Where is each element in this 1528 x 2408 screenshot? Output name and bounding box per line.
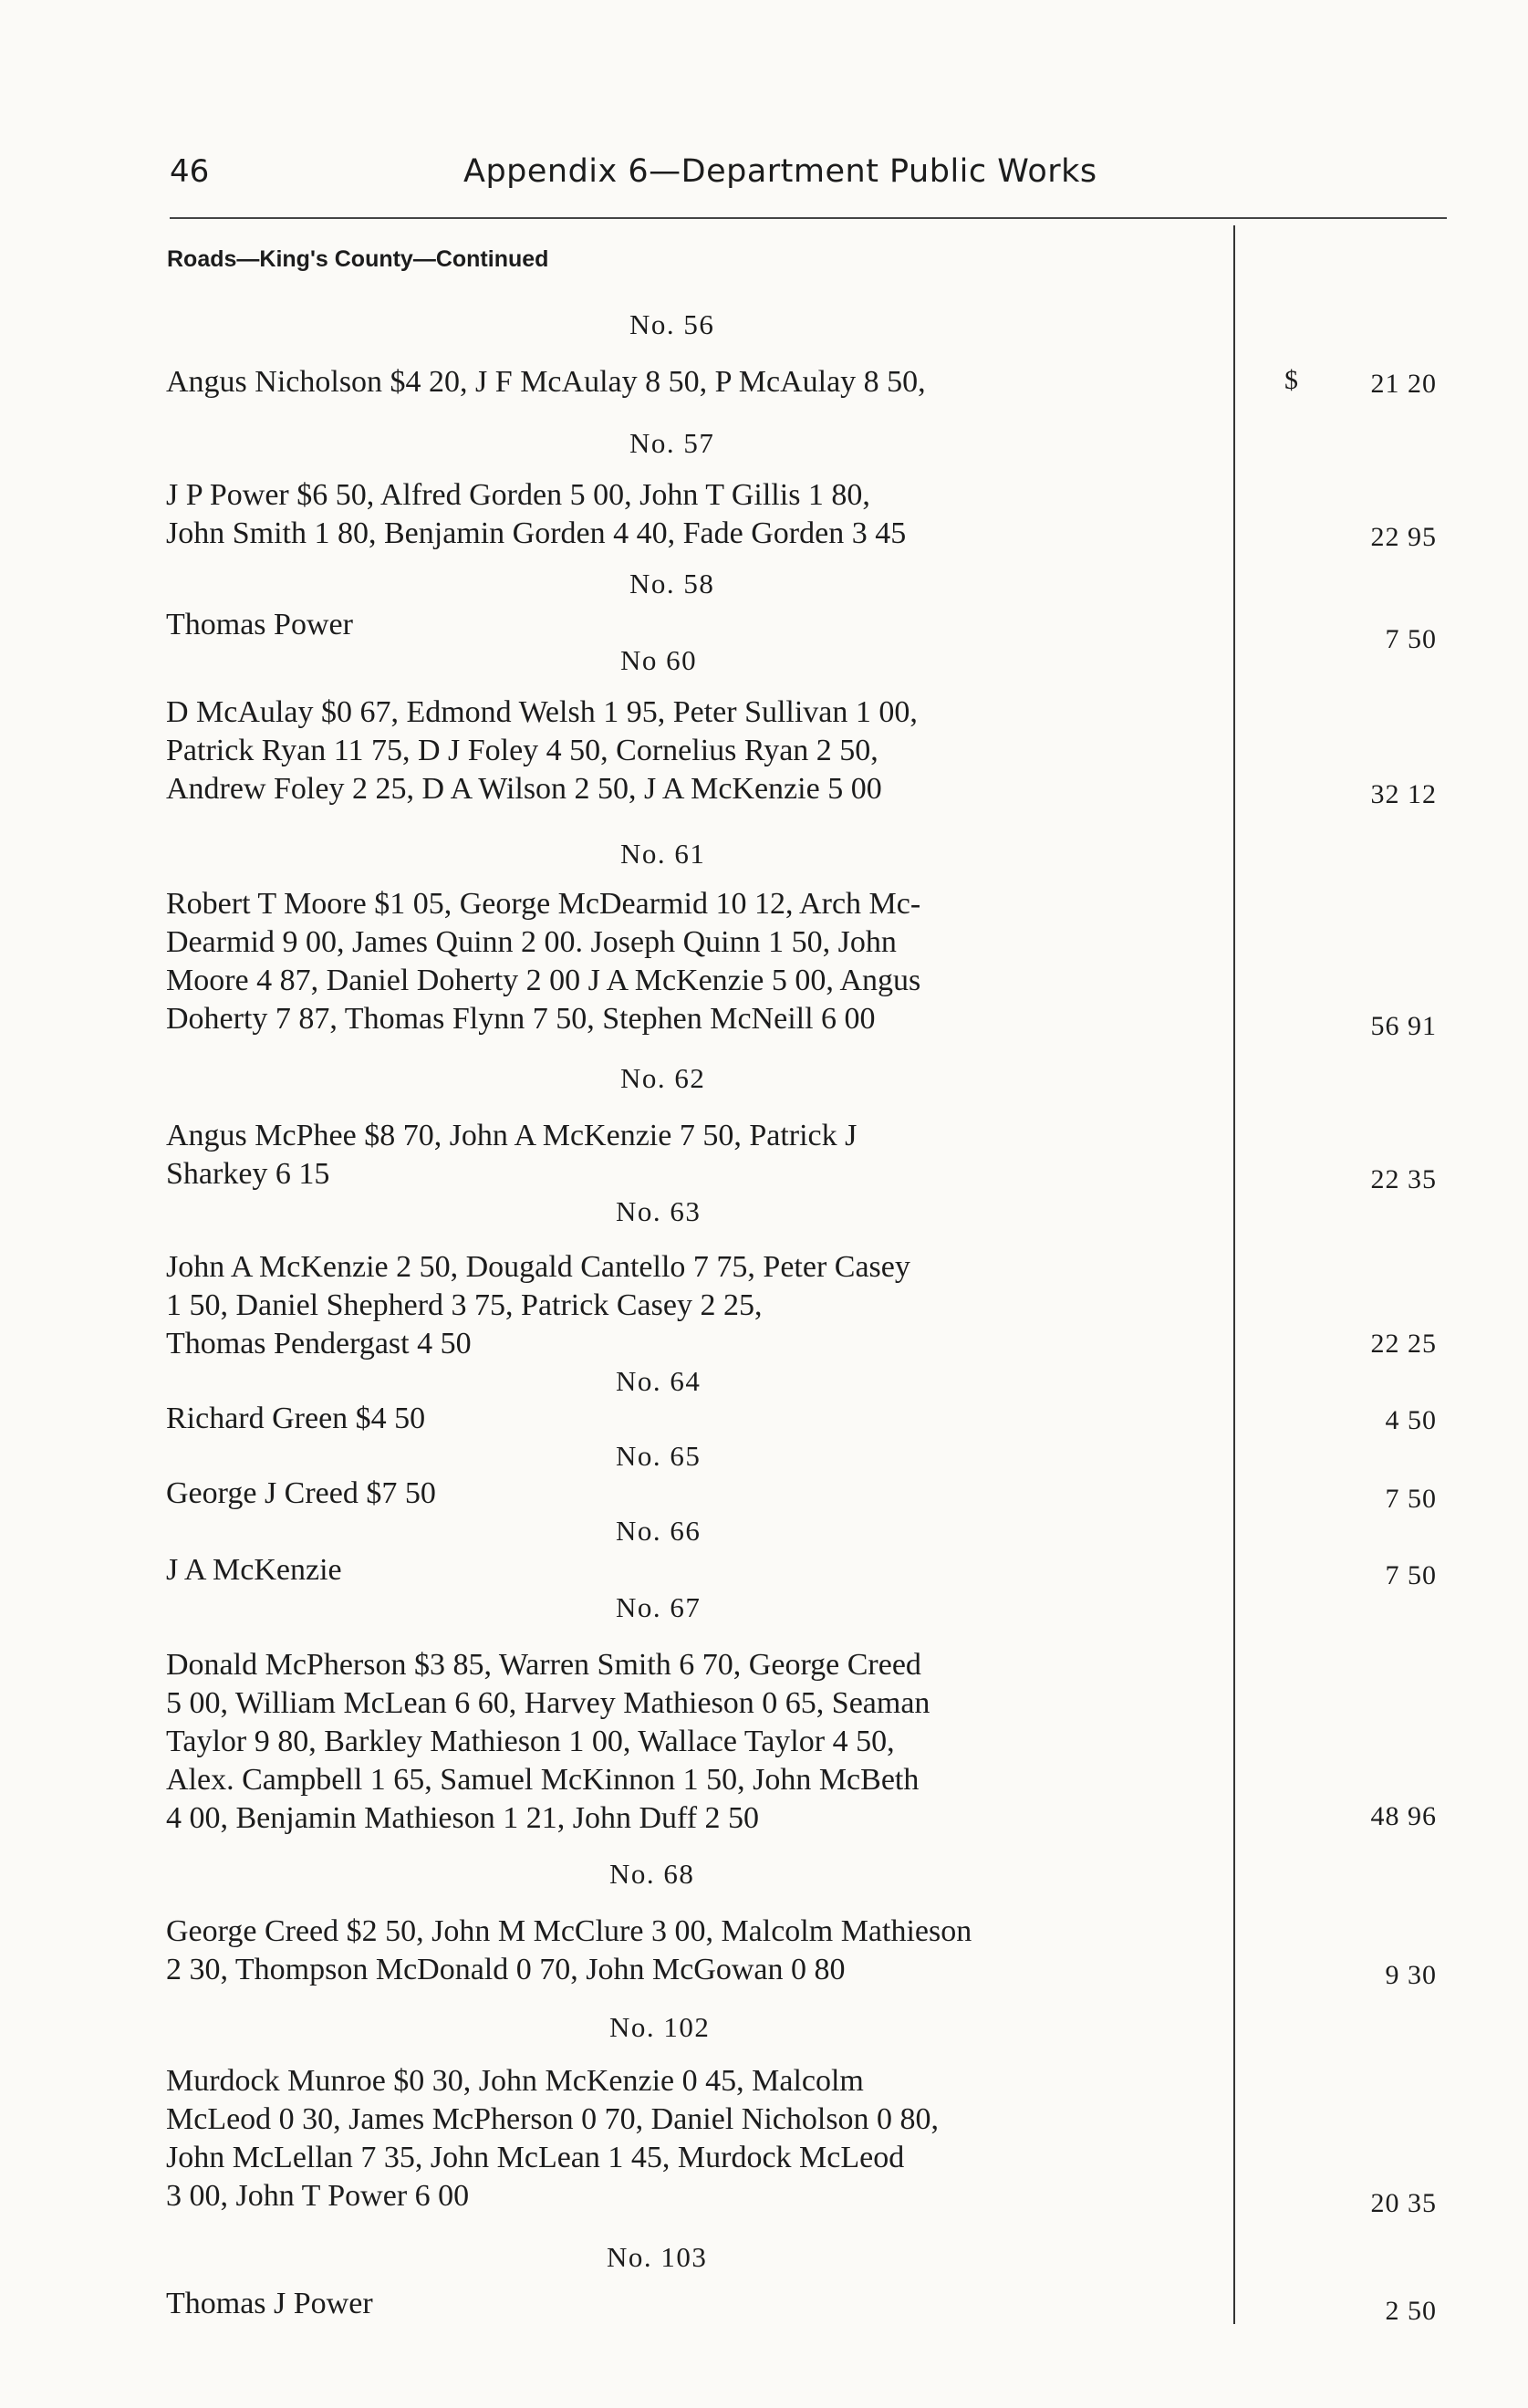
road-number: No. 65 <box>616 1440 702 1472</box>
entry-line: George J Creed $7 50 <box>166 1476 436 1510</box>
entry-line: McLeod 0 30, James McPherson 0 70, Daniel Nicholson 0 80, <box>166 2102 940 2136</box>
entry-line: John McLellan 7 35, John McLean 1 45, Murdock McLeod <box>166 2141 905 2174</box>
entry-line: Murdock Munroe $0 30, John McKenzie 0 45, Malcolm <box>166 2064 864 2098</box>
entry-line: J P Power $6 50, Alfred Gorden 5 00, John T Gillis 1 80, <box>166 478 870 512</box>
road-number: No. 57 <box>629 427 715 459</box>
road-number: No. 61 <box>620 838 706 870</box>
entry-line: Patrick Ryan 11 75, D J Foley 4 50, Cornelius Ryan 2 50, <box>166 734 878 767</box>
entry-line: Robert T Moore $1 05, George McDearmid 10 12, Arch Mc- <box>166 887 921 921</box>
road-number: No 60 <box>620 644 698 676</box>
road-amount: 7 50 <box>1385 1560 1437 1590</box>
road-amount: 22 95 <box>1370 522 1437 552</box>
road-number: No. 103 <box>607 2241 708 2273</box>
entry-line: John A McKenzie 2 50, Dougald Cantello 7 75, Peter Casey <box>166 1250 910 1284</box>
road-number: No. 102 <box>609 2011 711 2043</box>
entry-line: 1 50, Daniel Shepherd 3 75, Patrick Casey 2 25, <box>166 1288 763 1322</box>
road-number: No. 62 <box>620 1062 706 1094</box>
road-number: No. 58 <box>629 568 715 599</box>
road-amount: 32 12 <box>1370 779 1437 809</box>
road-amount: 21 20 <box>1370 369 1437 399</box>
entry-line: Donald McPherson $3 85, Warren Smith 6 70, George Creed <box>166 1648 921 1682</box>
entry-line: 4 00, Benjamin Mathieson 1 21, John Duff 2 50 <box>166 1801 760 1835</box>
entry-line: Dearmid 9 00, James Quinn 2 00. Joseph Quinn 1 50, John <box>166 925 897 959</box>
entry-line: Taylor 9 80, Barkley Mathieson 1 00, Wallace Taylor 4 50, <box>166 1725 895 1758</box>
road-number: No. 67 <box>616 1591 702 1623</box>
road-amount: 22 25 <box>1370 1329 1437 1359</box>
entry-line: Richard Green $4 50 <box>166 1402 426 1435</box>
road-amount: 7 50 <box>1385 1484 1437 1514</box>
road-number: No. 64 <box>616 1365 702 1397</box>
entry-line: Angus McPhee $8 70, John A McKenzie 7 50, Patrick J <box>166 1119 858 1152</box>
entry-line: Sharkey 6 15 <box>166 1157 330 1191</box>
entry-line: D McAulay $0 67, Edmond Welsh 1 95, Peter Sullivan 1 00, <box>166 695 918 729</box>
entry-line: Andrew Foley 2 25, D A Wilson 2 50, J A McKenzie 5 00 <box>166 772 882 806</box>
entry-line: 3 00, John T Power 6 00 <box>166 2179 470 2213</box>
dollar-sign: $ <box>1284 365 1298 395</box>
road-amount: 4 50 <box>1385 1405 1437 1435</box>
section-heading: Roads—King's County—Continued <box>167 246 549 272</box>
entry-line: Thomas J Power <box>166 2287 373 2320</box>
road-number: No. 68 <box>609 1858 695 1890</box>
road-number: No. 66 <box>616 1515 702 1547</box>
road-amount: 9 30 <box>1385 1960 1437 1990</box>
road-amount: 22 35 <box>1370 1164 1437 1194</box>
road-amount: 48 96 <box>1370 1801 1437 1831</box>
entry-line: Moore 4 87, Daniel Doherty 2 00 J A McKenzie 5 00, Angus <box>166 964 921 997</box>
entry-line: J A McKenzie <box>166 1553 342 1587</box>
road-number: No. 56 <box>629 308 715 340</box>
entry-line: John Smith 1 80, Benjamin Gorden 4 40, Fade Gorden 3 45 <box>166 516 907 550</box>
road-number: No. 63 <box>616 1195 702 1227</box>
page-number: 46 <box>170 153 210 190</box>
entry-line: 5 00, William McLean 6 60, Harvey Mathieson 0 65, Seaman <box>166 1686 930 1720</box>
entry-line: Thomas Power <box>166 608 353 641</box>
entry-line: Doherty 7 87, Thomas Flynn 7 50, Stephen McNeill 6 00 <box>166 1002 876 1036</box>
entry-line: Alex. Campbell 1 65, Samuel McKinnon 1 50, John McBeth <box>166 1763 920 1797</box>
entry-line: Angus Nicholson $4 20, J F McAulay 8 50, P McAulay 8 50, <box>166 365 926 399</box>
running-title: Appendix 6—Department Public Works <box>463 153 1097 190</box>
road-amount: 2 50 <box>1385 2296 1437 2326</box>
entry-line: 2 30, Thompson McDonald 0 70, John McGowan 0 80 <box>166 1953 846 1986</box>
road-amount: 20 35 <box>1370 2188 1437 2218</box>
entry-line: George Creed $2 50, John M McClure 3 00, Malcolm Mathieson <box>166 1914 972 1948</box>
header-rule <box>170 217 1447 219</box>
road-amount: 56 91 <box>1370 1011 1437 1041</box>
entry-line: Thomas Pendergast 4 50 <box>166 1327 472 1360</box>
road-amount: 7 50 <box>1385 624 1437 654</box>
